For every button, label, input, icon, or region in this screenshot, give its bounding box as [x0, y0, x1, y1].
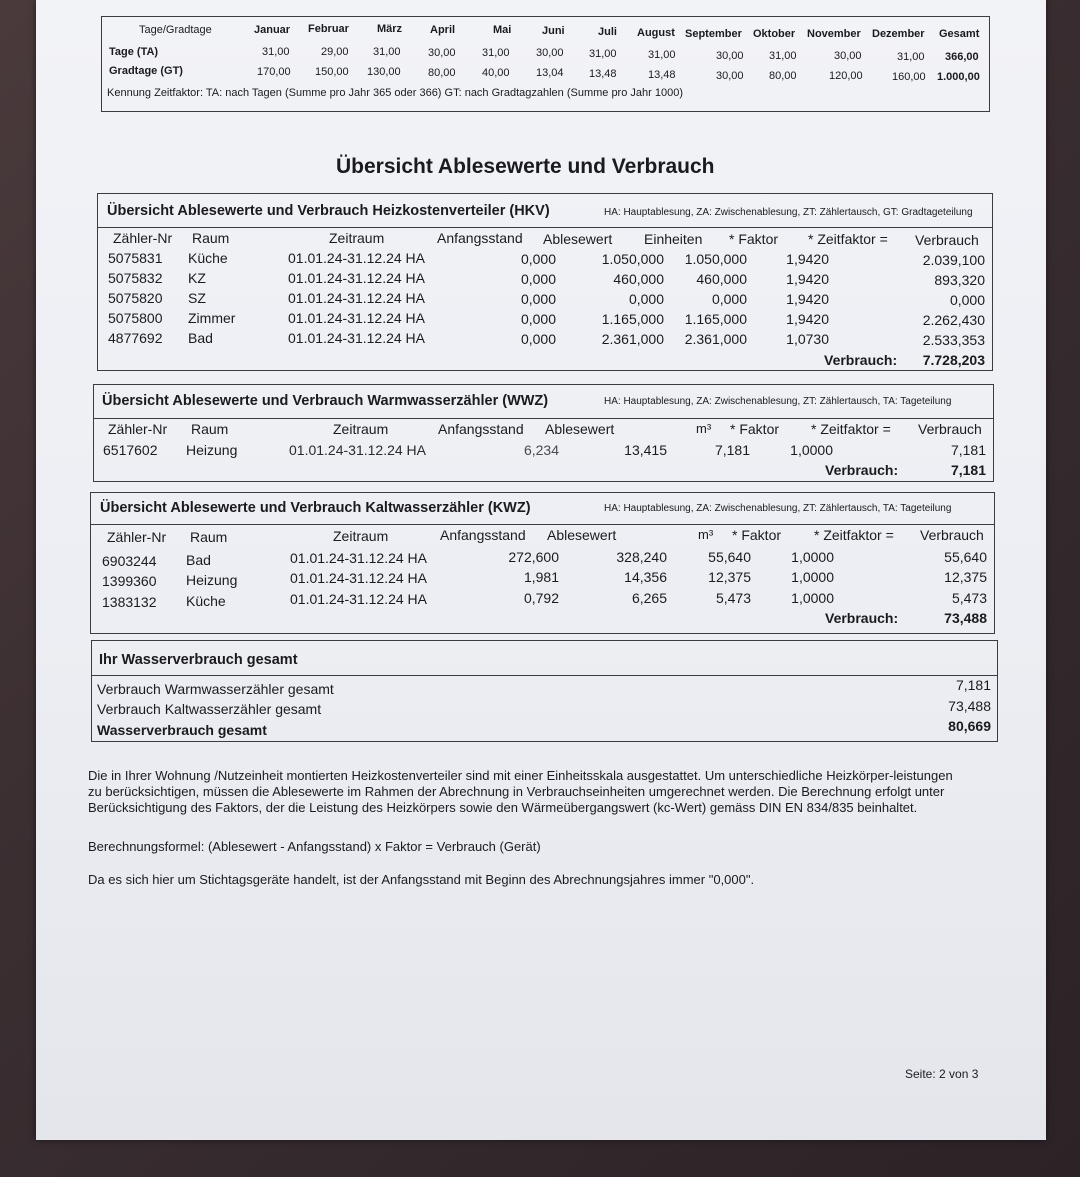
days-header-month: November	[807, 28, 861, 40]
days-header-month: Mai	[493, 24, 512, 36]
explanation-paragraph: Die in Ihrer Wohnung /Nutzeinheit montierten Heizkostenverteiler sind mit einer Einheitsskala ausgestattet. Um unterschiedliche Heizkörper-leistungen zu berücksichtigen, müssen die Ablesewerte im Rahmen der Abrechnung in Verbrauchseinheiten umgerechnet werden. Die Berechnung erfolgt unter Berücksichtigung des Faktors, der die Leistung des Heizkörpers sowie den Wärmeübergangswert (kc-Wert) gemäss DIN EN 834/835 beinhaltet.	[88, 768, 953, 815]
days-value: 13,48	[648, 69, 676, 81]
cubic-meters: 55,640	[708, 549, 751, 565]
meter-number: 5075800	[108, 310, 163, 326]
kwz-total-label: Verbrauch:	[825, 610, 899, 626]
kwz-section	[90, 492, 995, 634]
period: 01.01.24-31.12.24 HA	[288, 310, 425, 326]
start-value: 0,000	[520, 311, 556, 327]
period: 01.01.24-31.12.24 HA	[289, 442, 426, 458]
consumption: 2.262,430	[922, 312, 985, 328]
hkv-col-header: Ablesewert	[543, 231, 613, 247]
room: Küche	[188, 250, 228, 266]
wwz-title: Übersicht Ablesewerte und Verbrauch Warmwasserzähler (WWZ)	[102, 393, 549, 409]
start-value: 0,000	[520, 331, 556, 347]
reading-value: 0,000	[628, 291, 664, 307]
wwz-section	[93, 384, 994, 482]
wwz-col-header: Zeitraum	[333, 421, 389, 437]
wwz-legend-note: HA: Hauptablesung, ZA: Zwischenablesung, ZT: Zählertausch, TA: Tageteilung	[604, 396, 952, 407]
hkv-col-header: * Faktor	[729, 231, 779, 247]
days-value: 80,00	[769, 70, 797, 82]
kwz-total-value: 73,488	[944, 610, 987, 626]
period: 01.01.24-31.12.24 HA	[288, 270, 425, 286]
water-row-value: 73,488	[948, 698, 991, 714]
consumption: 7,181	[950, 442, 986, 458]
start-value: 0,000	[520, 271, 556, 287]
period: 01.01.24-31.12.24 HA	[288, 290, 425, 306]
page-title: Übersicht Ablesewerte und Verbrauch	[336, 155, 715, 178]
start-value: 0,792	[523, 590, 559, 606]
room: Bad	[186, 552, 211, 568]
period: 01.01.24-31.12.24 HA	[290, 570, 427, 586]
days-value: 31,00	[769, 50, 797, 62]
days-header-label: Tage/Gradtage	[139, 24, 212, 36]
start-value: 272,600	[508, 549, 559, 565]
days-value: 160,00	[892, 71, 926, 83]
kwz-col-header: Verbrauch	[920, 527, 984, 543]
reading-value: 14,356	[624, 569, 667, 585]
days-value: 30,00	[428, 47, 456, 59]
water-total-label: Wasserverbrauch gesamt	[97, 722, 267, 738]
consumption: 5,473	[951, 590, 987, 606]
days-header-month: Februar	[308, 23, 349, 35]
consumption: 2.039,100	[922, 252, 985, 268]
factor: 1,0000	[791, 569, 834, 585]
days-header-month: März	[377, 23, 403, 35]
wwz-col-header: m³	[696, 421, 712, 436]
kwz-col-header: m³	[698, 527, 714, 542]
period: 01.01.24-31.12.24 HA	[288, 250, 425, 266]
days-header-month: Juli	[598, 26, 617, 38]
reading-value: 1.165,000	[601, 311, 664, 327]
hkv-legend-note: HA: Hauptablesung, ZA: Zwischenablesung, ZT: Zählertausch, GT: Gradtageteilung	[604, 207, 973, 218]
hkv-title: Übersicht Ablesewerte und Verbrauch Heizkostenverteiler (HKV)	[107, 203, 550, 219]
period: 01.01.24-31.12.24 HA	[290, 591, 427, 607]
reference-date-note: Da es sich hier um Stichtagsgeräte handelt, ist der Anfangsstand mit Beginn des Abrechnungsjahres immer "0,000".	[88, 872, 755, 887]
wwz-total-value: 7,181	[950, 462, 986, 478]
reading-value: 1.050,000	[601, 251, 664, 267]
days-value: 170,00	[257, 66, 291, 78]
room: SZ	[188, 290, 206, 306]
consumption: 2.533,353	[922, 332, 985, 348]
factor: 1,9420	[786, 271, 829, 287]
start-value: 1,981	[523, 569, 559, 585]
kwz-legend-note: HA: Hauptablesung, ZA: Zwischenablesung, ZT: Zählertausch, TA: Tageteilung	[604, 503, 952, 514]
kwz-col-header: Anfangsstand	[440, 527, 526, 543]
kwz-col-header: Zeitraum	[333, 528, 389, 544]
factor: 1,0000	[790, 442, 833, 458]
days-total: 1.000,00	[937, 71, 980, 83]
page-number: Seite: 2 von 3	[905, 1067, 979, 1081]
kwz-col-header: * Zeitfaktor =	[814, 527, 894, 543]
room: Zimmer	[188, 310, 236, 326]
days-value: 30,00	[716, 70, 744, 82]
water-row-value: 7,181	[955, 677, 991, 693]
document-page	[36, 0, 1046, 1140]
days-value: 31,00	[262, 46, 290, 58]
wwz-col-header: Verbrauch	[918, 421, 982, 437]
room: KZ	[188, 270, 206, 286]
days-total: 366,00	[945, 51, 979, 63]
start-value: 0,000	[520, 291, 556, 307]
days-value: 31,00	[648, 49, 676, 61]
cubic-meters: 7,181	[714, 442, 750, 458]
start-value: 6,234	[523, 442, 559, 458]
factor: 1,9420	[786, 251, 829, 267]
kwz-col-header: * Faktor	[732, 527, 782, 543]
water-row-label: Verbrauch Kaltwasserzähler gesamt	[97, 701, 322, 717]
days-row-label: Gradtage (GT)	[109, 65, 183, 77]
days-value: 31,00	[589, 48, 617, 60]
calculation-formula: Berechnungsformel: (Ablesewert - Anfangsstand) x Faktor = Verbrauch (Gerät)	[88, 839, 541, 854]
days-value: 31,00	[373, 46, 401, 58]
days-header-month: August	[637, 27, 675, 39]
wwz-col-header: Raum	[191, 421, 229, 437]
water-total-value: 80,669	[948, 718, 991, 734]
consumption: 0,000	[949, 292, 985, 308]
days-value: 40,00	[482, 67, 510, 79]
days-value: 150,00	[315, 66, 349, 78]
meter-number: 5075832	[108, 270, 163, 286]
consumption: 55,640	[944, 549, 987, 565]
hkv-col-header: Zeitraum	[329, 230, 385, 246]
days-table	[101, 16, 990, 112]
consumption: 12,375	[944, 569, 987, 585]
factor: 1,0000	[791, 549, 834, 565]
wwz-col-header: Anfangsstand	[438, 421, 524, 437]
cubic-meters: 5,473	[715, 590, 751, 606]
period: 01.01.24-31.12.24 HA	[288, 330, 425, 346]
meter-number: 1383132	[102, 594, 157, 610]
meter-number: 4877692	[108, 330, 163, 346]
wwz-total-label: Verbrauch:	[825, 462, 899, 478]
hkv-total-value: 7.728,203	[922, 352, 985, 368]
meter-number: 5075820	[108, 290, 163, 306]
days-value: 13,48	[589, 68, 617, 80]
days-value: 31,00	[897, 51, 925, 63]
water-total-title: Ihr Wasserverbrauch gesamt	[99, 652, 298, 668]
consumption: 893,320	[934, 272, 985, 288]
kwz-title: Übersicht Ablesewerte und Verbrauch Kaltwasserzähler (KWZ)	[100, 500, 531, 516]
hkv-col-header: Zähler-Nr	[113, 230, 173, 246]
days-header-total: Gesamt	[939, 28, 980, 40]
hkv-col-header: Raum	[192, 230, 230, 246]
hkv-section	[97, 193, 993, 371]
wwz-col-header: * Zeitfaktor =	[811, 421, 891, 437]
units: 1.165,000	[684, 311, 747, 327]
days-value: 29,00	[321, 46, 349, 58]
days-header-month: Januar	[254, 24, 291, 36]
units: 1.050,000	[684, 251, 747, 267]
hkv-col-header: Einheiten	[644, 231, 703, 247]
factor: 1,0730	[786, 331, 829, 347]
meter-number: 6517602	[103, 442, 158, 458]
wwz-col-header: Ablesewert	[545, 421, 615, 437]
days-value: 130,00	[367, 66, 401, 78]
room: Heizung	[186, 572, 238, 588]
kwz-col-header: Ablesewert	[547, 527, 617, 543]
room: Bad	[188, 330, 213, 346]
days-footnote: Kennung Zeitfaktor: TA: nach Tagen (Summe pro Jahr 365 oder 366) GT: nach Gradtagzahlen (Summe pro Jahr 1000)	[107, 87, 683, 99]
wwz-col-header: Zähler-Nr	[108, 421, 168, 437]
days-header-month: Dezember	[872, 28, 925, 40]
water-row-label: Verbrauch Warmwasserzähler gesamt	[97, 681, 334, 697]
days-value: 13,04	[536, 67, 564, 79]
hkv-col-header: Verbrauch	[915, 232, 979, 248]
units: 2.361,000	[684, 331, 747, 347]
reading-value: 13,415	[624, 442, 667, 458]
days-value: 30,00	[834, 50, 862, 62]
water-total-section	[91, 640, 998, 742]
days-value: 30,00	[536, 47, 564, 59]
days-header-month: September	[685, 28, 742, 40]
kwz-col-header: Raum	[190, 529, 228, 545]
units: 0,000	[711, 291, 747, 307]
units: 460,000	[696, 271, 747, 287]
days-value: 30,00	[716, 50, 744, 62]
room: Küche	[186, 593, 226, 609]
room: Heizung	[186, 442, 238, 458]
meter-number: 5075831	[108, 250, 163, 266]
cubic-meters: 12,375	[708, 569, 751, 585]
period: 01.01.24-31.12.24 HA	[290, 550, 427, 566]
days-value: 120,00	[829, 70, 863, 82]
hkv-total-label: Verbrauch:	[824, 352, 898, 368]
days-header-month: Oktober	[753, 28, 796, 40]
reading-value: 328,240	[616, 549, 667, 565]
hkv-col-header: * Zeitfaktor =	[808, 231, 888, 247]
days-value: 31,00	[482, 47, 510, 59]
reading-value: 460,000	[613, 271, 664, 287]
factor: 1,0000	[791, 590, 834, 606]
days-header-month: April	[430, 24, 456, 36]
days-value: 80,00	[428, 67, 456, 79]
hkv-col-header: Anfangsstand	[437, 230, 523, 246]
days-row-label: Tage (TA)	[109, 46, 159, 58]
reading-value: 2.361,000	[601, 331, 664, 347]
meter-number: 6903244	[102, 553, 157, 569]
kwz-col-header: Zähler-Nr	[107, 529, 167, 545]
factor: 1,9420	[786, 311, 829, 327]
start-value: 0,000	[520, 251, 556, 267]
reading-value: 6,265	[631, 590, 667, 606]
factor: 1,9420	[786, 291, 829, 307]
meter-number: 1399360	[102, 573, 157, 589]
days-header-month: Juni	[542, 25, 565, 37]
wwz-col-header: * Faktor	[730, 421, 780, 437]
